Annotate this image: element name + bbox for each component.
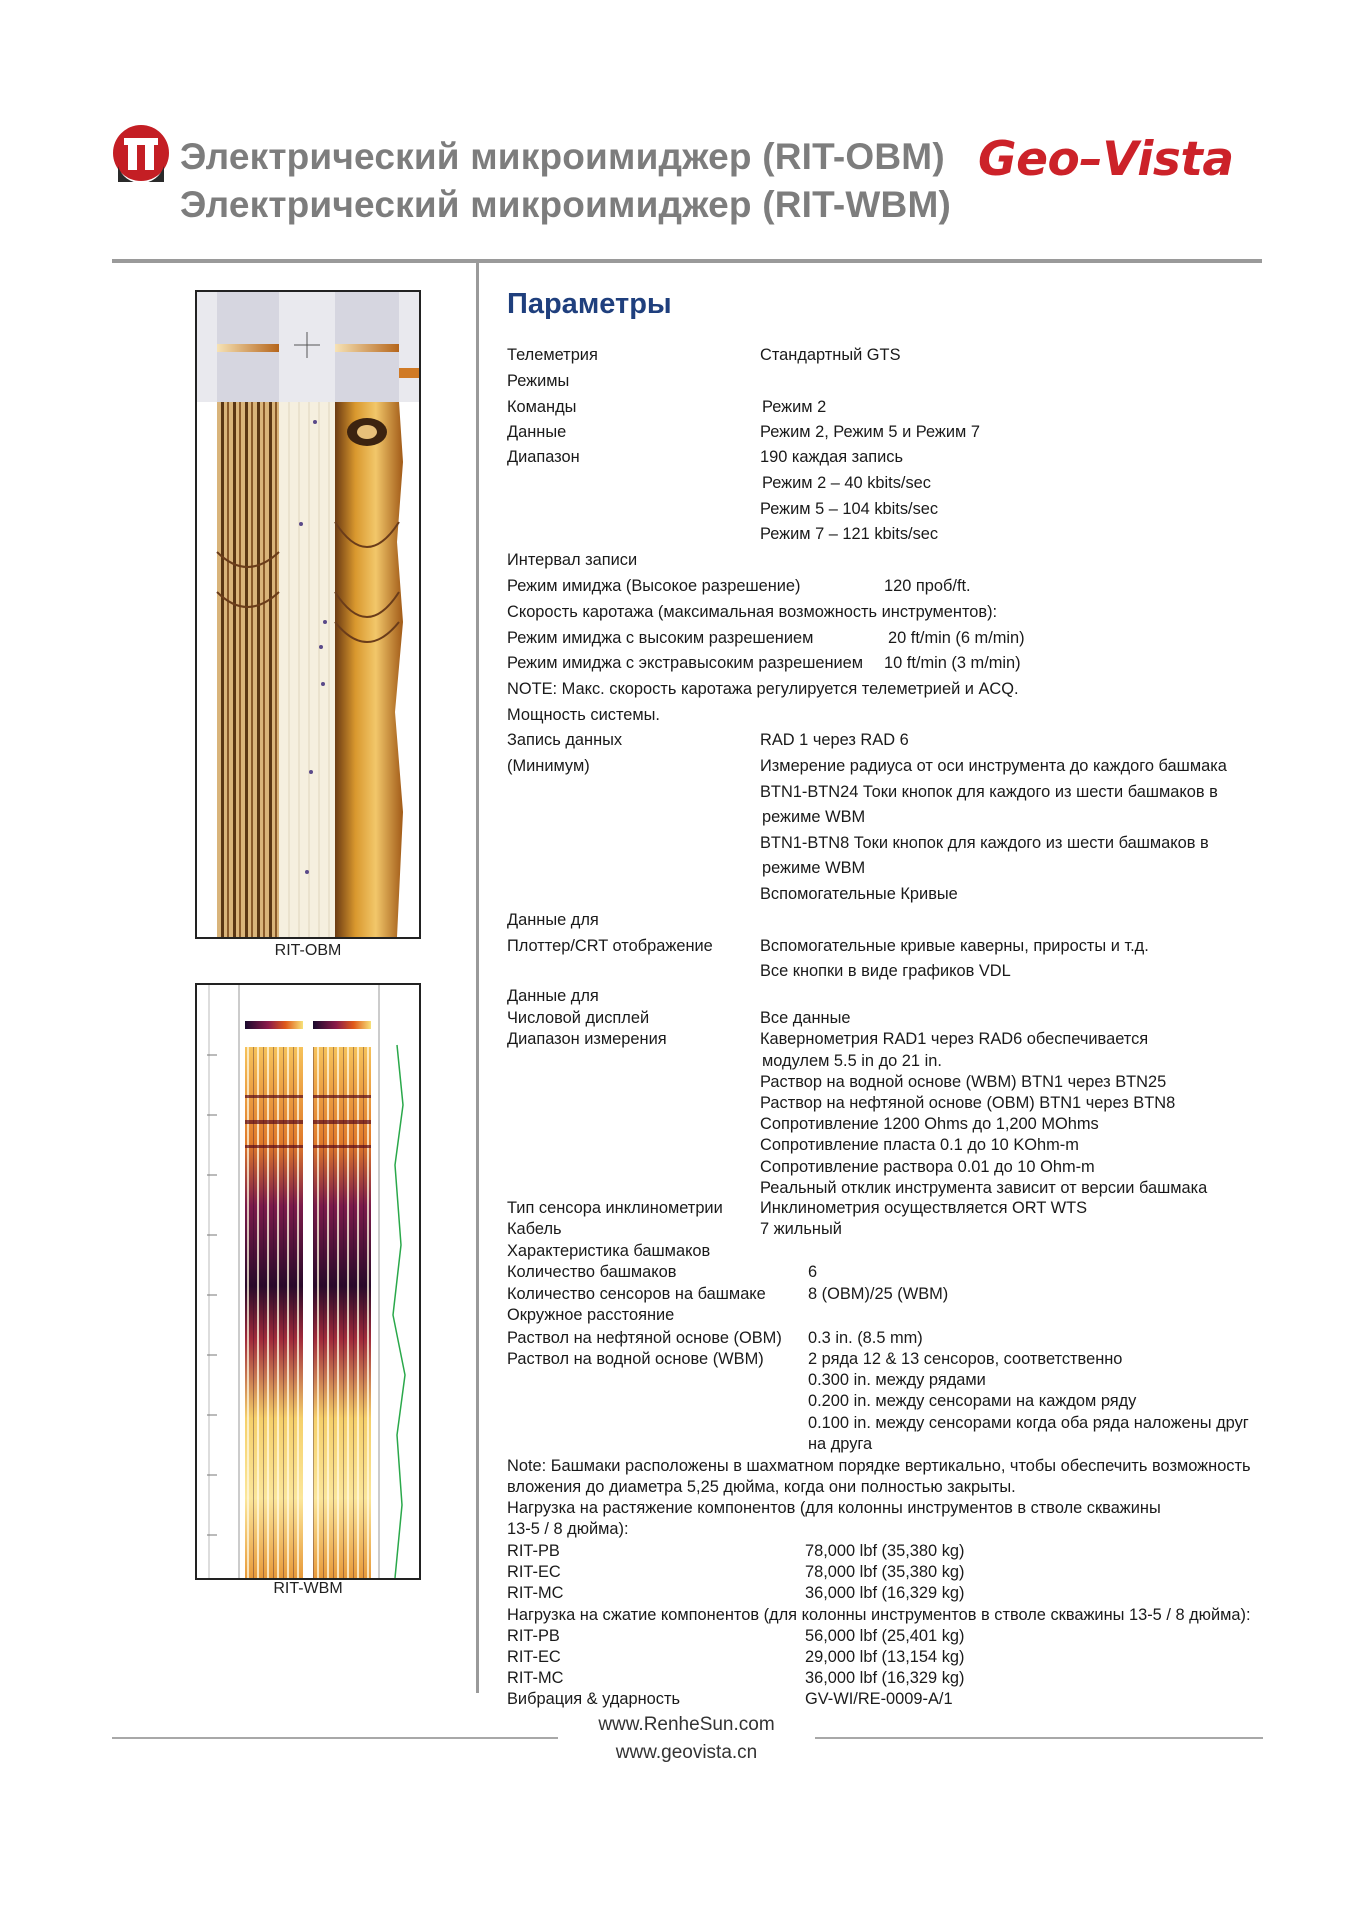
rit-obm-caption: RIT-OBM bbox=[274, 942, 342, 959]
param-value: 36,000 lbf (16,329 kg) bbox=[805, 1669, 965, 1687]
param-value: 36,000 lbf (16,329 kg) bbox=[805, 1584, 965, 1602]
param-label: RIT-PB bbox=[507, 1542, 560, 1560]
param-value: Реальный отклик инструмента зависит от версии башмака bbox=[760, 1179, 1208, 1197]
param-label: RIT-MC bbox=[507, 1584, 564, 1602]
param-value: BTN1-BTN24 Токи кнопок для каждого из шести башмаков в bbox=[760, 783, 1218, 801]
param-label: Команды bbox=[507, 398, 577, 416]
param-label: Окружное расстояние bbox=[507, 1306, 675, 1324]
param-label: Режимы bbox=[507, 372, 570, 390]
param-value: Режим 2 – 40 kbits/sec bbox=[762, 474, 931, 492]
param-value: 56,000 lbf (25,401 kg) bbox=[805, 1627, 965, 1645]
param-value: 2 ряда 12 & 13 сенсоров, соответственно bbox=[808, 1350, 1123, 1368]
param-value: 0.200 in. между сенсорами на каждом ряду bbox=[808, 1392, 1137, 1410]
param-label: Характеристика башмаков bbox=[507, 1242, 711, 1260]
param-label: Кабель bbox=[507, 1220, 562, 1238]
param-label: NOTE: Макс. скорость каротажа регулируется телеметрией и ACQ. bbox=[507, 680, 1019, 698]
footer-rule-right bbox=[815, 1737, 1263, 1739]
param-value: 8 (OBM)/25 (WBM) bbox=[808, 1285, 949, 1303]
param-value: BTN1-BTN8 Токи кнопок для каждого из шести башмаков в bbox=[760, 834, 1209, 852]
param-label: Данные для bbox=[507, 911, 599, 929]
param-value: 120 проб/ft. bbox=[884, 577, 971, 595]
title-line-2: Электрический микроимиджер (RIT-WBM) bbox=[180, 184, 951, 225]
param-value: Раствор на нефтяной основе (OBM) BTN1 через BTN8 bbox=[760, 1094, 1176, 1112]
param-label: RIT-MC bbox=[507, 1669, 564, 1687]
param-value: модулем 5.5 in до 21 in. bbox=[762, 1052, 942, 1070]
footer-rule-left bbox=[112, 1737, 558, 1739]
param-label: Диапазон измерения bbox=[507, 1030, 667, 1048]
rit-wbm-image bbox=[195, 983, 421, 1580]
param-value: Режим 2 bbox=[762, 398, 827, 416]
param-value: 0.100 in. между сенсорами когда оба ряда наложены друг bbox=[808, 1414, 1249, 1432]
param-label: Note: Башмаки расположены в шахматном порядке вертикально, чтобы обеспечить возможность bbox=[507, 1457, 1251, 1475]
param-label: RIT-EC bbox=[507, 1648, 561, 1666]
param-value: Инклинометрия осуществляется ORT WTS bbox=[760, 1199, 1088, 1217]
param-label: Мощность системы. bbox=[507, 706, 660, 724]
param-value: 10 ft/min (3 m/min) bbox=[884, 654, 1021, 672]
param-value: Режим 7 – 121 kbits/sec bbox=[760, 525, 939, 543]
param-value: GV-WI/RE-0009-A/1 bbox=[805, 1690, 953, 1708]
param-label: вложения до диаметра 5,25 дюйма, когда они полностью закрыты. bbox=[507, 1478, 1016, 1496]
param-value: Все кнопки в виде графиков VDL bbox=[760, 962, 1011, 980]
renhesun-logo-icon bbox=[112, 124, 170, 182]
rit-wbm-caption: RIT-WBM bbox=[273, 1580, 343, 1597]
param-value: 78,000 lbf (35,380 kg) bbox=[805, 1563, 965, 1581]
param-label: Плоттер/CRT отображение bbox=[507, 937, 713, 955]
param-value: Вспомогательные Кривые bbox=[760, 885, 958, 903]
param-label: Данные bbox=[507, 423, 567, 441]
param-value: 0.300 in. между рядами bbox=[808, 1371, 986, 1389]
param-value: Сопротивление 1200 Ohms до 1,200 MOhms bbox=[760, 1115, 1099, 1133]
param-value: на друга bbox=[808, 1435, 873, 1453]
param-value: 0.3 in. (8.5 mm) bbox=[808, 1329, 923, 1347]
param-value: Раствор на водной основе (WBM) BTN1 через BTN25 bbox=[760, 1073, 1167, 1091]
param-label: Раствол на водной основе (WBM) bbox=[507, 1350, 764, 1368]
param-value: 6 bbox=[808, 1263, 818, 1281]
param-label: Количество сенсоров на башмаке bbox=[507, 1285, 766, 1303]
footer-link-renhesun[interactable]: www.RenheSun.com bbox=[598, 1714, 775, 1735]
header-divider bbox=[112, 259, 1262, 263]
footer-link-geovista[interactable]: www.geovista.cn bbox=[615, 1742, 758, 1763]
param-label: Тип сенсора инклинометрии bbox=[507, 1199, 723, 1217]
param-value: режиме WBM bbox=[762, 859, 866, 877]
param-value: 7 жильный bbox=[760, 1220, 842, 1238]
param-value: режиме WBM bbox=[762, 808, 866, 826]
param-label: Вибрация & ударность bbox=[507, 1690, 681, 1708]
param-value: 20 ft/min (6 m/min) bbox=[888, 629, 1025, 647]
param-value: Стандартный GTS bbox=[760, 346, 901, 364]
param-label: Числовой дисплей bbox=[507, 1009, 650, 1027]
param-label: Запись данных bbox=[507, 731, 623, 749]
param-value: Измерение радиуса от оси инструмента до каждого башмака bbox=[760, 757, 1227, 775]
param-value: 29,000 lbf (13,154 kg) bbox=[805, 1648, 965, 1666]
header bbox=[112, 122, 1272, 232]
param-value: Режим 2, Режим 5 и Режим 7 bbox=[760, 423, 980, 441]
param-label: Скорость каротажа (максимальная возможность инструментов): bbox=[507, 603, 998, 621]
param-label: 13-5 / 8 дюйма): bbox=[507, 1520, 629, 1538]
param-label: Телеметрия bbox=[507, 346, 598, 364]
param-label: RIT-EC bbox=[507, 1563, 561, 1581]
param-value: Кавернометрия RAD1 через RAD6 обеспечивается bbox=[760, 1030, 1149, 1048]
param-label: Диапазон bbox=[507, 448, 580, 466]
title-line-1: Электрический микроимиджер (RIT-OBM) bbox=[180, 136, 945, 177]
param-label: Данные для bbox=[507, 987, 599, 1005]
param-label: Нагрузка на сжатие компонентов (для колонны инструментов в стволе скважины 13-5 / 8 дюйма): bbox=[507, 1606, 1251, 1624]
rit-obm-image bbox=[195, 290, 421, 939]
param-value: Режим 5 – 104 kbits/sec bbox=[760, 500, 939, 518]
param-value: RAD 1 через RAD 6 bbox=[760, 731, 909, 749]
param-value: Вспомогательные кривые каверны, приросты и т.д. bbox=[760, 937, 1149, 955]
param-label: Режим имиджа с экстравысоким разрешением bbox=[507, 654, 864, 672]
param-value: Сопротивление пласта 0.1 до 10 KOhm-m bbox=[760, 1136, 1079, 1154]
param-value: 190 каждая запись bbox=[760, 448, 904, 466]
parameters-heading: Параметры bbox=[507, 288, 672, 320]
param-label: Раствол на нефтяной основе (OBM) bbox=[507, 1329, 782, 1347]
param-label: Нагрузка на растяжение компонентов (для колонны инструментов в стволе скважины bbox=[507, 1499, 1161, 1517]
param-value: 78,000 lbf (35,380 kg) bbox=[805, 1542, 965, 1560]
param-value: Все данные bbox=[760, 1009, 851, 1027]
param-label: Количество башмаков bbox=[507, 1263, 677, 1281]
param-label: Режим имиджа (Высокое разрешение) bbox=[507, 577, 801, 595]
param-label: Интервал записи bbox=[507, 551, 638, 569]
param-label: Режим имиджа с высоким разрешением bbox=[507, 629, 814, 647]
param-label: (Минимум) bbox=[507, 757, 590, 775]
param-label: RIT-PB bbox=[507, 1627, 560, 1645]
geovista-brand: Geo–Vista bbox=[978, 132, 1234, 187]
param-value: Сопротивление раствора 0.01 до 10 Ohm-m bbox=[760, 1158, 1095, 1176]
column-divider bbox=[476, 263, 479, 1693]
